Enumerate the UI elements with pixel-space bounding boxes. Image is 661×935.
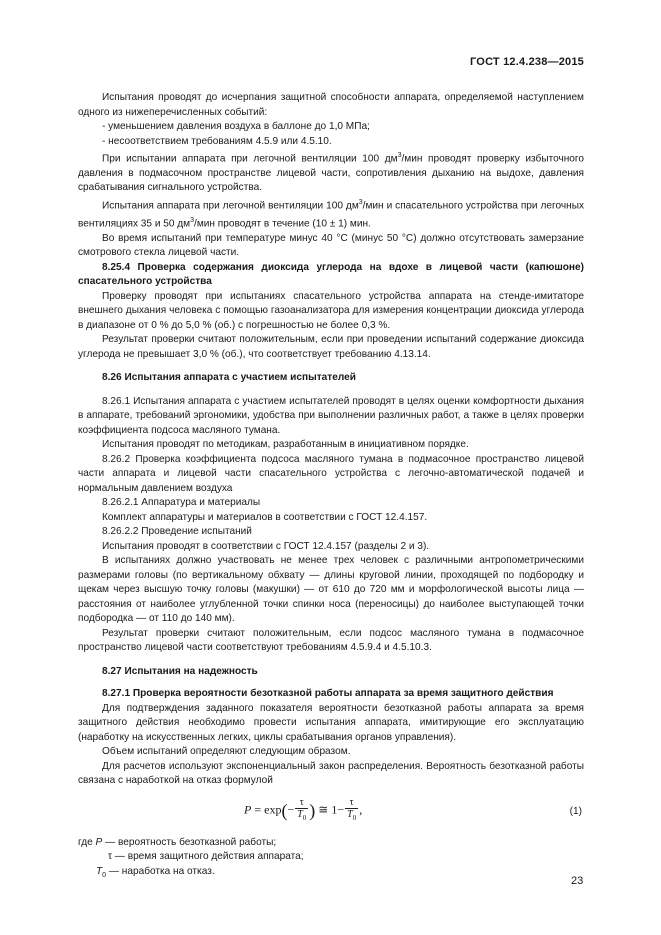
section-heading: 8.26 Испытания аппарата с участием испытателей	[102, 372, 356, 384]
paragraph: Проверку проводят при испытаниях спасательного устройства аппарата на стенде-имитаторе внешнего дыхания человека с помощью газоанализатора для измерения концентрации диоксида углерода в диапазоне от 0 % до 5,0 % (об.) с погрешностью не более 0,3 %.	[78, 290, 584, 331]
section-heading: 8.27 Испытания на надежность	[102, 665, 258, 677]
paragraph: Результат проверки считают положительным, если при проведении испытаний содержание диоксида углерода не превышает 3,0 % (об.), что соответствует требованию 4.13.14.	[78, 334, 584, 360]
page-number: 23	[571, 875, 584, 887]
formula-1	[78, 793, 584, 833]
paragraph: Испытания аппарата при легочной вентиляции 100 $дм^3$/мин и спасательного устройства при легочных вентиляциях 35 и 50 $дм^3$/мин проводят в течение (10 ± 1) мин.	[78, 198, 584, 230]
document-header: ГОСТ 12.4.238—2015	[470, 56, 584, 68]
paragraph: Комплект аппаратуры и материалов в соответствии с ГОСТ 12.4.157.	[102, 511, 428, 523]
formula-number: (1)	[569, 805, 582, 817]
list-item: - уменьшением давления воздуха в баллоне до 1,0 МПа;	[102, 121, 370, 132]
section-heading: 8.27.1 Проверка вероятности безотказной работы аппарата за время защитного действия	[102, 688, 554, 700]
paragraph: Результат проверки считают положительным, если подсос масляного тумана в подмасочное пространство лицевой части соответствуют требованиям 4.5.9.4 и 4.5.10.3.	[78, 627, 584, 654]
section-heading: 8.25.4 Проверка содержания диоксида углерода на вдохе в лицевой части (капюшоне) спасательного устройства	[78, 261, 584, 288]
page-content	[78, 91, 584, 883]
paragraph: Для подтверждения заданного показателя вероятности безотказной работы аппарата за время защитного действия необходимо провести испытания аппарата, имитирующие его эксплуатацию (наработку на искусственных легких, циклы срабатывания органов управления).	[78, 702, 584, 743]
paragraph: Объем испытаний определяют следующим образом.	[102, 746, 351, 758]
subsection-heading: 8.26.2.1 Аппаратура и материалы	[102, 497, 261, 509]
paragraph: Для расчетов используют экспоненциальный закон распределения. Вероятность безотказной работы связана с наработкой на отказ формулой	[78, 760, 584, 787]
subsection-heading: 8.26.2.2 Проведение испытаний	[102, 526, 252, 538]
paragraph: Испытания проводят в соответствии с ГОСТ 12.4.157 (разделы 2 и 3).	[102, 540, 430, 552]
paragraph: 8.26.2 Проверка коэффициента подсоса масляного тумана в подмасочное пространство лицевой части аппарата и лицевой части спасательного устройства с легочно-автоматической подачей и нормальным давлением воздуха	[78, 453, 584, 494]
paragraph: В испытаниях должно участвовать не менее трех человек с различными антропометрическими размерами головы (по вертикальному обхвату — длины круговой линии, проходящей по подбородку и щекам через высшую точку головы (макушки) — от 610 до 720 мм и морфологической высоты лица — расстояния от наиболее углубленной точки спинки носа (переносицы) до наиболее выступающей точки подбородка — от 110 до 140 мм).	[78, 555, 584, 625]
formula-expression: P = exp(− $\frac{\tau}{T_0}$ ) ≅ 1− $\frac{\tau}{T_0}$ ,	[244, 796, 363, 822]
paragraph: При испытании аппарата при легочной вентиляции 100 $дм^3$/мин проводят проверку избыточного давления в подмасочном пространстве лицевой части, сопротивления дыханию на выдохе, давления срабатывания сигнального устройства.	[78, 152, 584, 194]
paragraph: 8.26.1 Испытания аппарата с участием испытателей проводят в целях оценки комфортности дыхания в аппарате, требований эргономики, удобства при выполнении различных работ, а также в целях проверки коэффициента подсоса масляного тумана.	[78, 395, 584, 436]
legend-item: $T_0$ — наработка на отказ.	[96, 865, 215, 879]
paragraph: Испытания проводят до исчерпания защитной способности аппарата, определяемой наступлением одного из нижеперечисленных событий:	[78, 92, 584, 118]
paragraph: Испытания проводят по методикам, разработанным в инициативном порядке.	[102, 439, 469, 451]
paragraph: Во время испытаний при температуре минус 40 °С (минус 50 °С) должно отсутствовать замерзание смотрового стекла лицевой части.	[78, 232, 584, 259]
legend-item: где P — вероятность безотказной работы;	[78, 836, 277, 848]
list-item: - несоответствием требованиям 4.5.9 или 4.5.10.	[102, 135, 332, 147]
formula-legend	[78, 836, 584, 884]
legend-item: τ — время защитного действия аппарата;	[108, 851, 304, 863]
